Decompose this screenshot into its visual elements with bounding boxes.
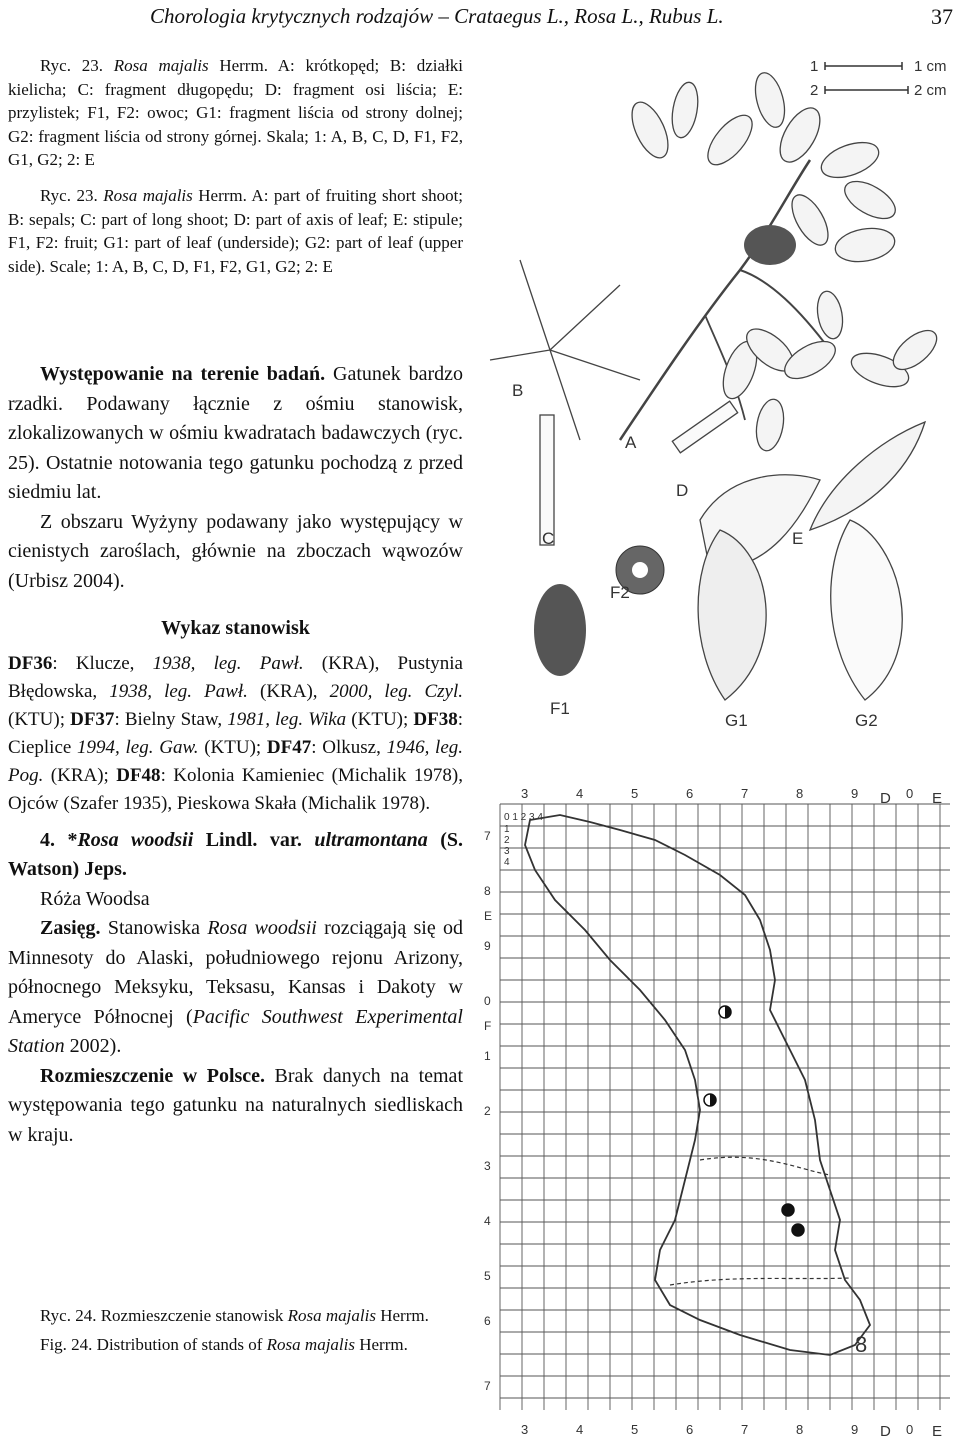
common-name: Róża Woodsa (40, 887, 150, 910)
map-column-label: 9 (851, 786, 859, 801)
map-symbol: 8 (855, 1332, 868, 1357)
map-row-label: 0 (484, 994, 491, 1008)
stand-collector: , leg. Wika (265, 708, 347, 730)
figure-label-e: E (792, 529, 804, 548)
caption-author: Herrm. (354, 1335, 408, 1354)
caption-text: Herrm. A: part of fruiting short shoot; B: sepals; C: part of long shoot; D: part of axis of leaf; E: stipule; F1, F2: fruit; G1: part of leaf (underside); G2: part of leaf (upper side). Scale; 1: A, B, C, D, F1, F2, G1, G2; 2: E (8, 186, 464, 276)
figure-label-a: A (625, 433, 637, 452)
species-variety: ultramontana (314, 828, 428, 851)
range-heading: Zasięg. (40, 917, 101, 939)
range-paragraph (8, 914, 463, 1062)
poland-paragraph (8, 1062, 463, 1151)
map-inset-label: 0 1 2 3 4 (504, 812, 543, 823)
map-column-letter: E (932, 790, 943, 807)
stand-text: (KRA); (43, 764, 117, 786)
map-column-label: 4 (576, 1422, 584, 1437)
stand-year: 1994 (77, 736, 116, 758)
range-source: Pacific Southwest Experimental Station (8, 1005, 463, 1057)
map-column-label: 8 (796, 786, 804, 801)
figure-label-d: D (676, 481, 689, 500)
species-number: 4. * (40, 828, 78, 851)
stand-marker (782, 1204, 794, 1216)
square-code: DF48 (116, 764, 161, 786)
stand-year: 1938 (109, 680, 148, 702)
occurrence-heading: Występowanie na terenie badań. (40, 363, 326, 385)
caption-text: Herrm. A: krótkopęd; B: działki kielicha; C: fragment długopędu; D: fragment osi liścia; E: przylistek; F1, F2: owoc; G1: fragment liścia od strony dolnej; G2: fragment liścia od strony górnej. Skala; 1: A, B, C, D, F1, F2, G1, G2; 2: E (8, 56, 464, 169)
map-column-label: 8 (796, 1422, 804, 1437)
map-column-label: 6 (686, 786, 694, 801)
stand-text: (KTU); (346, 708, 414, 730)
map-row-label: E (484, 909, 493, 923)
stand-text: (KRA), Pustynia Błędowska, (8, 652, 463, 702)
map-inset-label: 1 (504, 824, 510, 835)
map-row-label: 3 (484, 1159, 491, 1173)
map-inset-label: 2 (504, 835, 510, 846)
range-species: Rosa woodsii (207, 917, 317, 939)
internal-boundary (700, 1157, 830, 1175)
map-column-letter: D (880, 1423, 891, 1440)
species-author: Lindl. var. (193, 828, 315, 851)
map-inset-label: 4 (504, 857, 510, 868)
occurrence-paragraph (8, 360, 463, 508)
map-column-label: 0 (906, 1422, 914, 1437)
map-row-label: 1 (484, 1049, 491, 1063)
stand-text: : Kolonia Kamieniec (Michalik 1978), Ojców (Szafer 1935), Pieskowa Skała (Michalik 1978). (8, 764, 463, 814)
fruit-f1 (534, 584, 586, 676)
map-column-label: 6 (686, 1422, 694, 1437)
scale-label: 2 cm (914, 82, 947, 99)
poland-text: Brak danych na temat występowania tego gatunku na naturalnych siedliskach w kraju. (8, 1064, 463, 1146)
running-header (150, 4, 955, 34)
long-shoot-c (540, 415, 554, 545)
map-column-label: 7 (741, 1422, 749, 1437)
scale-label-num: 2 (810, 82, 819, 99)
stand-collector: , leg. Gaw. (115, 736, 199, 758)
square-code: DF38 (413, 708, 458, 730)
hip-fruit (744, 225, 796, 265)
map-column-label: 7 (741, 786, 749, 801)
occurrence-paragraph-2: Z obszaru Wyżyny podawany jako występujący w cienistych zaroślach, głównie na zboczach wąwozów (Urbisz 2004). (8, 510, 463, 592)
caption-label: Ryc. 23. (40, 186, 98, 205)
sepals-b (490, 260, 640, 440)
map-column-label: 4 (576, 786, 584, 801)
range-text: rozciągają się od Minnesoty do Alaski, południowego rejonu Arizony, północnego Meksyku, Teksasu, Kansas i Dakoty w Ameryce Północnej ( (8, 917, 463, 1028)
figure-label-c: C (542, 529, 555, 548)
species-heading (8, 826, 463, 885)
stand-text: (KRA), (247, 680, 330, 702)
figure-label-g2: G2 (855, 711, 878, 730)
map-column-label: 3 (521, 1422, 529, 1437)
species-name: Rosa woodsii (77, 828, 194, 851)
caption-species: Rosa majalis (287, 1306, 376, 1325)
map-row-label: 6 (484, 1314, 491, 1328)
caption-label: Ryc. 24. Rozmieszczenie stanowisk (40, 1306, 288, 1325)
caption-species: Rosa majalis (103, 186, 193, 205)
caption-author: Herrm. (375, 1306, 429, 1325)
internal-boundary (670, 1278, 850, 1285)
map-column-label: 3 (521, 786, 529, 801)
botanical-illustration (470, 50, 960, 740)
scale-label: 1 cm (914, 58, 947, 75)
stand-text: : Olkusz, (311, 736, 387, 758)
map-column-letter: E (932, 1423, 943, 1440)
body-text (8, 360, 463, 1150)
stand-collector: , leg. Pawł. (147, 680, 248, 702)
stand-text: : Cieplice (8, 708, 464, 758)
stand-marker (792, 1224, 804, 1236)
distribution-map (470, 780, 960, 1440)
map-caption-pl (8, 1303, 463, 1328)
stand-text: : Klucze, (52, 652, 153, 674)
square-code: DF37 (70, 708, 115, 730)
scale-label-num: 1 (810, 58, 819, 75)
map-captions (8, 1303, 463, 1357)
caption-label: Ryc. 23. (40, 56, 103, 75)
map-row-label: 2 (484, 1104, 491, 1118)
map-row-label: 5 (484, 1269, 491, 1283)
caption-label: Fig. 24. Distribution of stands of (40, 1335, 267, 1354)
map-row-label: F (484, 1019, 492, 1033)
square-code: DF36 (8, 652, 53, 674)
map-caption-en (8, 1332, 463, 1357)
stand-text: (KTU); (198, 736, 267, 758)
map-inset-label: 3 (504, 846, 510, 857)
stand-year: 1946 (386, 736, 425, 758)
occurrence-text: Gatunek bardzo rzadki. Podawany łącznie z ośmiu stanowisk, zlokalizowanych w ośmiu kwadratach badawczych (ryc. 25). Ostatnie notowania tego gatunku pochodzą z przed siedmiu lat. (8, 363, 463, 503)
leaf-g2 (831, 520, 902, 700)
page-number: 37 (931, 4, 953, 29)
square-code: DF47 (266, 736, 312, 758)
figure-label-g1: G1 (725, 711, 748, 730)
stand-year: 1938 (152, 652, 191, 674)
stand-year: 2000 (329, 680, 368, 702)
stand-collector: , leg. Pog. (8, 736, 464, 786)
map-row-label: 9 (484, 939, 491, 953)
stands-heading: Wykaz stanowisk (161, 617, 310, 639)
poland-heading: Rozmieszczenie w Polsce. (40, 1064, 266, 1087)
region-boundary (525, 815, 870, 1355)
map-row-label: 7 (484, 1379, 491, 1393)
figure-label-f1: F1 (550, 699, 570, 718)
running-title: Chorologia krytycznych rodzajów – Crataegus L., Rosa L., Rubus L. (150, 4, 724, 28)
figure-label-f2: F2 (610, 583, 630, 602)
stands-list (8, 650, 463, 818)
stand-text: (KTU); (8, 708, 71, 730)
stand-collector: , leg. Czyl. (367, 680, 463, 702)
range-text: 2002). (64, 1035, 122, 1057)
caption-species: Rosa majalis (266, 1335, 355, 1354)
map-column-label: 5 (631, 1422, 639, 1437)
figure-caption-en (8, 184, 463, 278)
stand-year: 1981 (227, 708, 266, 730)
caption-species: Rosa majalis (113, 56, 209, 75)
map-column-letter: D (880, 790, 891, 807)
map-column-label: 0 (906, 786, 914, 801)
map-row-label: 8 (484, 884, 491, 898)
figure-caption-pl (8, 54, 463, 172)
stand-collector: , leg. Pawł. (190, 652, 304, 674)
figure-label-b: B (512, 381, 524, 400)
range-text: Stanowiska (100, 917, 208, 939)
map-row-label: 7 (484, 829, 491, 843)
stipule-e (810, 422, 925, 530)
species-author: (S. Watson) Jeps. (8, 828, 463, 880)
map-column-label: 9 (851, 1422, 859, 1437)
stand-text: : Bielny Staw, (114, 708, 228, 730)
map-row-label: 4 (484, 1214, 491, 1228)
map-column-label: 5 (631, 786, 639, 801)
leaf-axis-d (672, 401, 737, 453)
